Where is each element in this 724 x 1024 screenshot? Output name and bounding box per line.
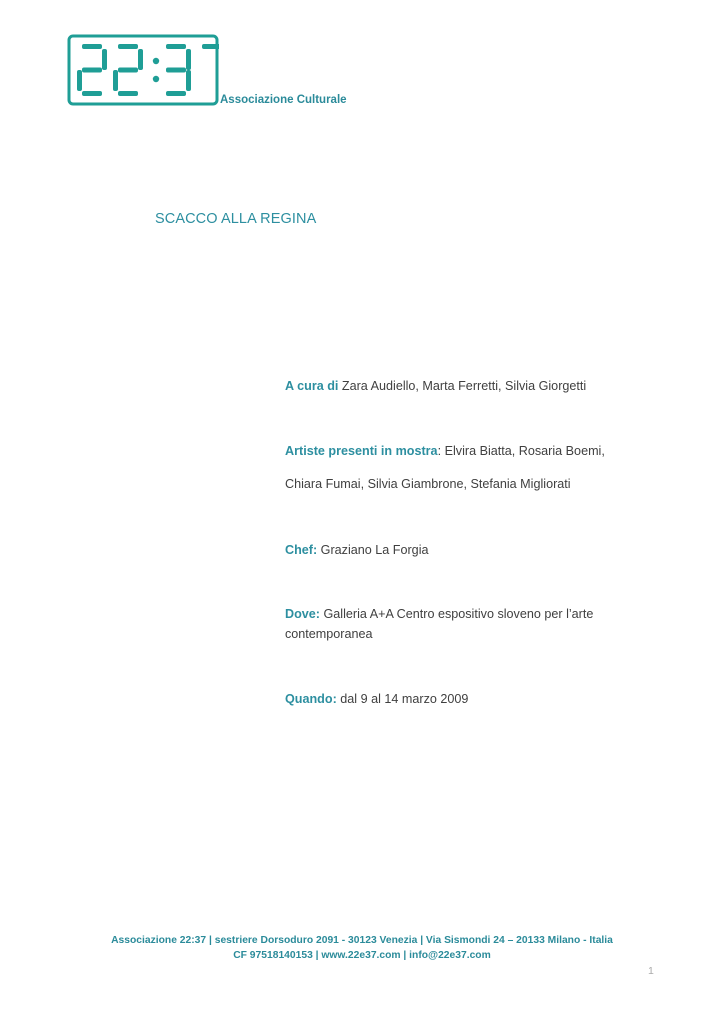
logo-digit-segment (77, 70, 82, 91)
chef-line (285, 540, 645, 560)
logo-digit-segment (118, 44, 138, 49)
logo-digit-segment (166, 44, 186, 49)
logo-digit-segment (118, 68, 138, 73)
chef-label: Chef: (285, 543, 318, 557)
artists-line (285, 441, 645, 461)
where-value-2: contemporanea (285, 627, 373, 641)
curators-value: Zara Audiello, Marta Ferretti, Silvia Giorgetti (338, 379, 587, 393)
artists-value-2: Chiara Fumai, Silvia Giambrone, Stefania Migliorati (285, 477, 571, 491)
when-value: dal 9 al 14 marzo 2009 (336, 692, 469, 706)
chef-value: Graziano La Forgia (317, 543, 429, 557)
logo-digit-segment (102, 49, 107, 70)
logo-digit-segment (113, 70, 118, 91)
artists-line-2 (285, 474, 645, 494)
logo-digit-segment (82, 91, 102, 96)
where-label: Dove: (285, 607, 320, 621)
logo-digit-segment (166, 68, 186, 73)
logo-digit-segment (202, 44, 219, 49)
artists-label: Artiste presenti in mostra (285, 444, 438, 458)
logo-digit-segment (82, 68, 102, 73)
where-line (285, 604, 645, 624)
when-label: Quando: (285, 692, 337, 706)
logo-digit-segment (166, 91, 186, 96)
footer-address: Associazione 22:37 | sestriere Dorsoduro 2091 - 30123 Venezia | Via Sismondi 24 – 20133 Milano - Italia (111, 935, 613, 946)
curators-line (285, 376, 645, 396)
logo-digit-segment (82, 44, 102, 49)
page-number: 1 (648, 965, 654, 977)
artists-value: : Elvira Biatta, Rosaria Boemi, (437, 444, 605, 458)
logo-subtitle: Associazione Culturale (220, 94, 347, 106)
footer-contacts: CF 97518140153 | www.22e37.com | info@22e37.com (233, 950, 491, 961)
logo-digit-segment (138, 49, 143, 70)
curators-label: A cura di (285, 379, 339, 393)
logo-digit-segment (118, 91, 138, 96)
logo-digit-segment (186, 49, 191, 70)
logo-2237 (67, 34, 219, 106)
where-line-2 (285, 624, 645, 644)
logo-digit-segment (186, 70, 191, 91)
where-value: Galleria A+A Centro espositivo sloveno per l’arte (320, 607, 594, 621)
when-line (285, 689, 645, 709)
document-title: SCACCO ALLA REGINA (155, 211, 317, 227)
